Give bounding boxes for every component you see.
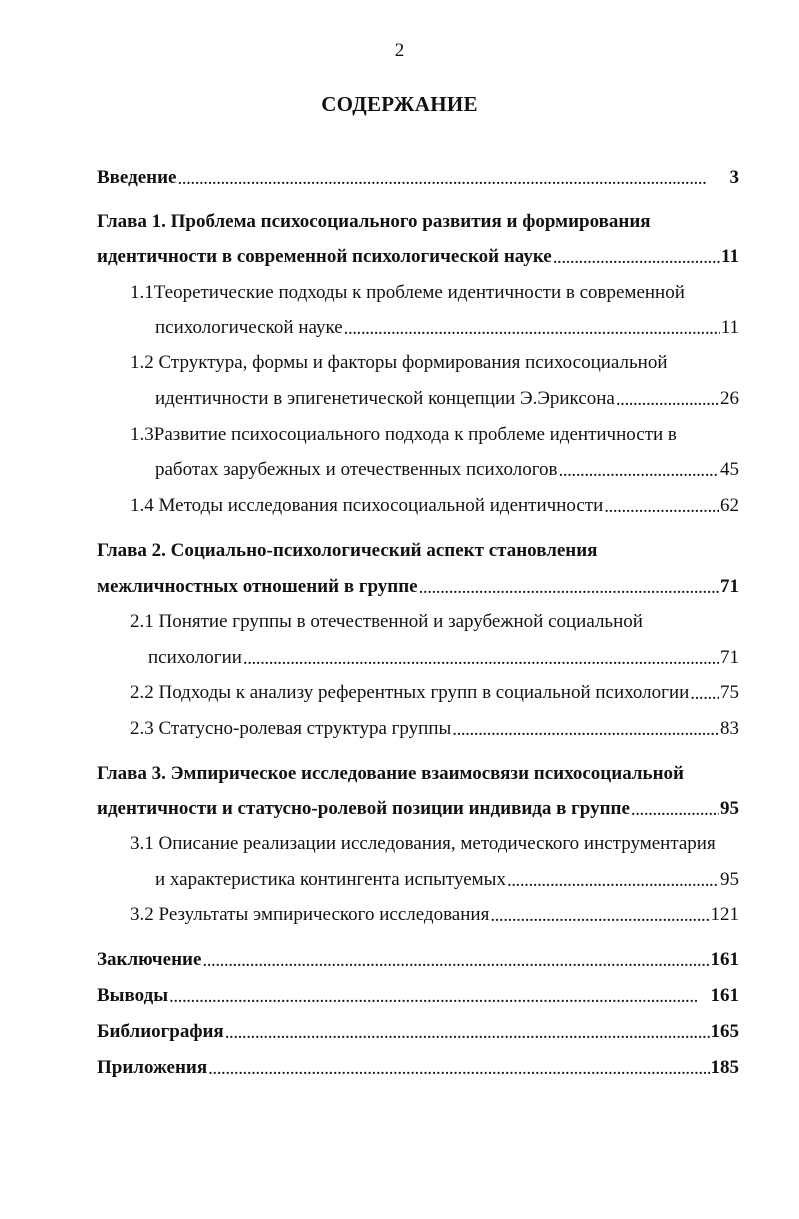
toc-entry-bibliography[interactable] [97,1020,739,1044]
toc-page-number: 75 [720,682,739,703]
toc-page-number: 71 [720,647,739,668]
toc-entry-title: идентичности и статусно-ролевой позиции индивида в группе [97,798,630,819]
toc-page-number: 165 [710,1021,739,1042]
toc-entry-title: Выводы [97,985,169,1006]
toc-entry-title: Приложения [97,1057,208,1078]
toc-entry-title: и характеристика контингента испытуемых [155,869,506,890]
toc-page-number: 95 [720,798,739,819]
dot-leader [507,869,719,889]
toc-page-number: 83 [720,718,739,739]
toc-entry-chapter-3[interactable] [97,797,739,821]
toc-entry-appendices[interactable] [97,1056,739,1080]
toc-entry-title: психологической науке [155,317,343,338]
toc-entry-section-3-1[interactable] [155,868,739,892]
toc-page-number: 11 [720,317,739,338]
toc-page-number: 71 [720,576,739,597]
toc-page-number: 121 [710,904,739,925]
toc-chapter-3-title: Глава 3. Эмпирическое исследование взаимосвязи психосоциальной [97,763,684,784]
toc-page-number: 185 [710,1057,739,1078]
toc-entry-section-1-3[interactable] [155,458,739,482]
dot-leader [419,576,719,596]
toc-page-number: 161 [710,985,739,1006]
dot-leader [616,388,719,408]
toc-entry-conclusion[interactable] [97,948,739,972]
toc-section-2-1-title: 2.1 Понятие группы в отечественной и зарубежной социальной [130,611,643,632]
toc-page-number: 45 [720,459,739,480]
toc-section-1-2-title: 1.2 Структура, формы и факторы формирования психосоциальной [130,352,668,373]
toc-entry-title: 1.4 Методы исследования психосоциальной идентичности [130,495,604,516]
toc-entry-title: межличностных отношений в группе [97,576,418,597]
toc-entry-chapter-1[interactable] [97,245,739,269]
dot-leader [202,949,709,969]
toc-page-number: 62 [720,495,739,516]
toc-entry-title: 3.2 Результаты эмпирического исследования [130,904,490,925]
dot-leader [553,246,720,266]
toc-entry-title: психологии [148,647,242,668]
toc-entry-title: Введение [97,167,177,188]
toc-chapter-2-title: Глава 2. Социально-психологический аспект становления [97,540,598,561]
toc-entry-title: работах зарубежных и отечественных психологов [155,459,558,480]
toc-entry-chapter-2[interactable] [97,575,739,599]
toc-section-1-1-title: 1.1Теоретические подходы к проблеме идентичности в современной [130,282,685,303]
dot-leader [169,985,709,1005]
toc-entry-section-1-4[interactable] [130,494,739,518]
toc-page-number: 26 [720,388,739,409]
dot-leader [631,798,719,818]
toc-entry-section-2-2[interactable] [130,681,739,705]
toc-entry-title: идентичности в современной психологической науке [97,246,552,267]
dot-leader [452,718,719,738]
toc-entry-section-2-3[interactable] [130,717,739,741]
dot-leader [490,904,709,924]
toc-page-number: 3 [729,167,739,188]
toc-entry-section-2-1[interactable] [148,646,739,670]
toc-entry-title: Библиография [97,1021,224,1042]
dot-leader [178,167,729,187]
page-title: СОДЕРЖАНИЕ [321,92,478,116]
page-number: 2 [394,40,405,61]
toc-section-3-1-title: 3.1 Описание реализации исследования, методического инструментария [130,833,716,854]
dot-leader [559,459,719,479]
toc-entry-section-1-2[interactable] [155,387,739,411]
toc-entry-findings[interactable] [97,984,739,1008]
toc-chapter-1-title: Глава 1. Проблема психосоциального развития и формирования [97,211,651,232]
dot-leader [243,647,719,667]
dot-leader [690,682,719,702]
dot-leader [208,1057,709,1077]
dot-leader [225,1021,710,1041]
toc-entry-section-3-2[interactable] [130,903,739,927]
toc-page-number: 11 [721,246,739,267]
toc-entry-title: идентичности в эпигенетической концепции Э.Эриксона [155,388,615,409]
toc-entry-intro[interactable] [97,166,739,190]
toc-entry-title: 2.3 Статусно-ролевая структура группы [130,718,452,739]
toc-entry-title: Заключение [97,949,202,970]
dot-leader [604,495,719,515]
toc-section-1-3-title: 1.3Развитие психосоциального подхода к проблеме идентичности в [130,424,677,445]
dot-leader [344,317,720,337]
toc-entry-title: 2.2 Подходы к анализу референтных групп в социальной психологии [130,682,690,703]
toc-page-number: 95 [720,869,739,890]
toc-entry-section-1-1[interactable] [155,316,739,340]
toc-page-number: 161 [710,949,739,970]
